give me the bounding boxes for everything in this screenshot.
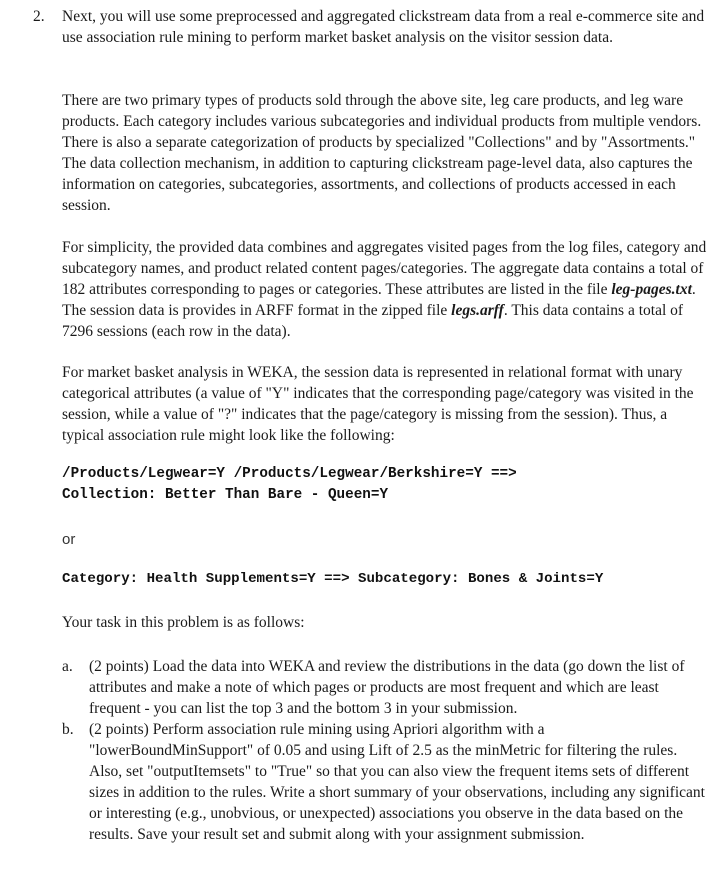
weka-paragraph: For market basket analysis in WEKA, the session data is represented in relational format with unary categorical attributes (a value of "Y" indicates that the corresponding page/category was visited in the session, while a value of "?" indicates that the page/category is missing from the session). Thus, a typical association rule might look like the following: (62, 364, 694, 444)
item-number: 2. (33, 8, 45, 25)
simplicity-text-3: . This data contains a total of 7296 sessions (each row in the data). (62, 302, 684, 340)
rule-example-1-line-2: Collection: Better Than Bare - Queen=Y (62, 487, 389, 503)
task-text-a: (2 points) Load the data into WEKA and review the distributions in the data (go down the list of attributes and make a note of which pages or products are most frequent and which are least frequent - you can list the top 3 and the bottom 3 in your submission. (89, 658, 685, 717)
simplicity-text-2: . The session data is provides in ARFF format in the zipped file (62, 281, 696, 319)
task-label-b: b. (62, 721, 74, 738)
task-text-b: (2 points) Perform association rule mining using Apriori algorithm with a "lowerBoundMinSupport" of 0.05 and using Lift of 2.5 as the minMetric for filtering the rules. Also, set "outputItemsets" to "True" so that you can also view the frequent items sets of different sizes in addition to the rules. Write a short summary of your observations, including any significant or interesting (e.g., unobvious, or unexpected) associations you observe in the data based on the results. Save your result set and submit along with your assignment submission. (89, 721, 705, 843)
rule-example-2: Category: Health Supplements=Y ==> Subcategory: Bones & Joints=Y (62, 571, 604, 587)
products-paragraph: There are two primary types of products sold through the above site, leg care products, and leg ware products. Each category includes various subcategories and individual products from multiple vendors. There is also a separate categorization of products by specialized "Collections" and by "Assortments." The data collection mechanism, in addition to capturing clickstream page-level data, also captures the information on categories, subcategories, assortments, and collections of products accessed in each session. (62, 92, 702, 214)
rule-example-1-line-1: /Products/Legwear=Y /Products/Legwear/Berkshire=Y ==> (62, 466, 517, 482)
intro-paragraph: Next, you will use some preprocessed and aggregated clickstream data from a real e-commerce site and use association rule mining to perform market basket analysis on the visitor session data. (62, 8, 705, 46)
file-name-leg-pages: leg-pages.txt (611, 281, 692, 298)
simplicity-paragraph (62, 237, 710, 342)
simplicity-text-1: For simplicity, the provided data combines and aggregates visited pages from the log files, category and subcategory names, and product related content pages/categories. The aggregate data contains a total of 182 attributes corresponding to pages or categories. These attributes are listed in the file (62, 239, 707, 298)
or-separator: or (62, 531, 76, 548)
task-intro: Your task in this problem is as follows: (62, 614, 305, 631)
file-name-legs-arff: legs.arff (451, 302, 504, 319)
task-label-a: a. (62, 658, 73, 675)
